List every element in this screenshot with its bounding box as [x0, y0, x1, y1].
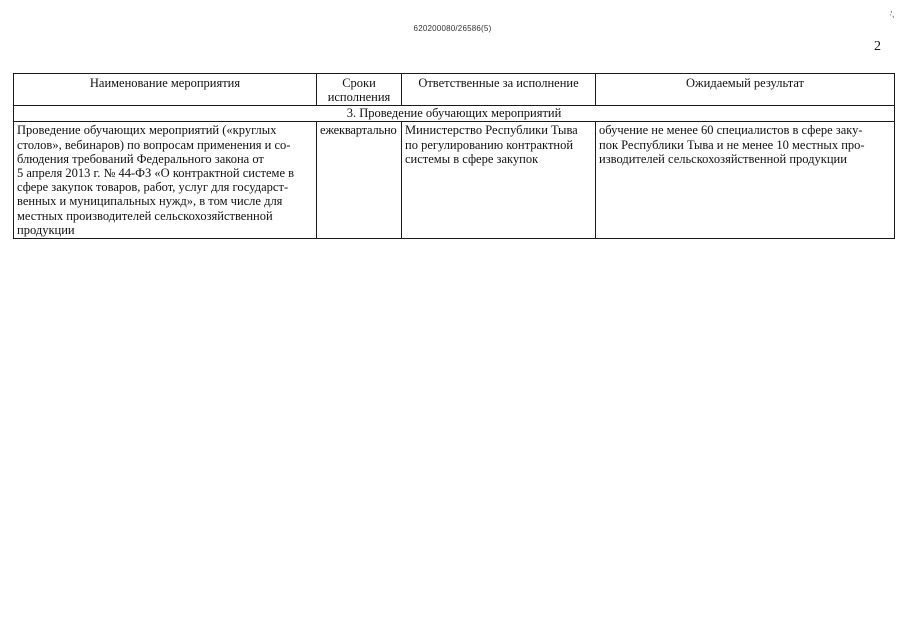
- page-number: 2: [874, 39, 881, 54]
- table-header-row: [14, 74, 895, 106]
- responsible-cell: [402, 122, 596, 239]
- responsible-line: по регулированию контрактной: [405, 137, 574, 152]
- corner-mark: -.-: [886, 8, 899, 20]
- event-line: сфере закупок товаров, работ, услуг для государст-: [17, 180, 289, 195]
- responsible-line: Министерство Республики Тыва: [405, 123, 578, 138]
- section-title: 3. Проведение обучающих мероприятий: [14, 106, 895, 122]
- event-line: 5 апреля 2013 г. № 44-ФЗ «О контрактной системе в: [17, 166, 295, 181]
- result-cell: [596, 122, 895, 239]
- section-row: [14, 106, 895, 122]
- column-header-term-line: исполнения: [327, 90, 391, 105]
- action-plan-table: [13, 73, 895, 239]
- event-line: блюдения требований Федерального закона от: [17, 151, 264, 166]
- column-header-responsible: Ответственные за исполнение: [402, 74, 596, 106]
- term-cell: ежеквартально: [317, 122, 402, 239]
- event-line: венных и муниципальных нужд», в том числе для: [17, 194, 283, 209]
- table-row: [14, 122, 895, 239]
- event-line: столов», вебинаров) по вопросам применения и со-: [17, 137, 291, 152]
- document-registration-code: 620200080/26586(5): [413, 24, 492, 33]
- event-line: Проведение обучающих мероприятий («круглых: [17, 123, 277, 138]
- event-cell: [14, 122, 317, 239]
- event-line: продукции: [17, 222, 75, 237]
- result-line: изводителей сельскохозяйственной продукции: [599, 151, 847, 166]
- result-line: обучение не менее 60 специалистов в сфере заку-: [599, 123, 863, 138]
- event-line: местных производителей сельскохозяйственной: [17, 208, 273, 223]
- column-header-event: Наименование мероприятия: [14, 74, 317, 106]
- column-header-term: [317, 74, 402, 106]
- column-header-result: Ожидаемый результат: [596, 74, 895, 106]
- responsible-line: системы в сфере закупок: [405, 151, 539, 166]
- column-header-term-line: Сроки: [342, 76, 376, 90]
- result-line: пок Республики Тыва и не менее 10 местных про-: [599, 137, 865, 152]
